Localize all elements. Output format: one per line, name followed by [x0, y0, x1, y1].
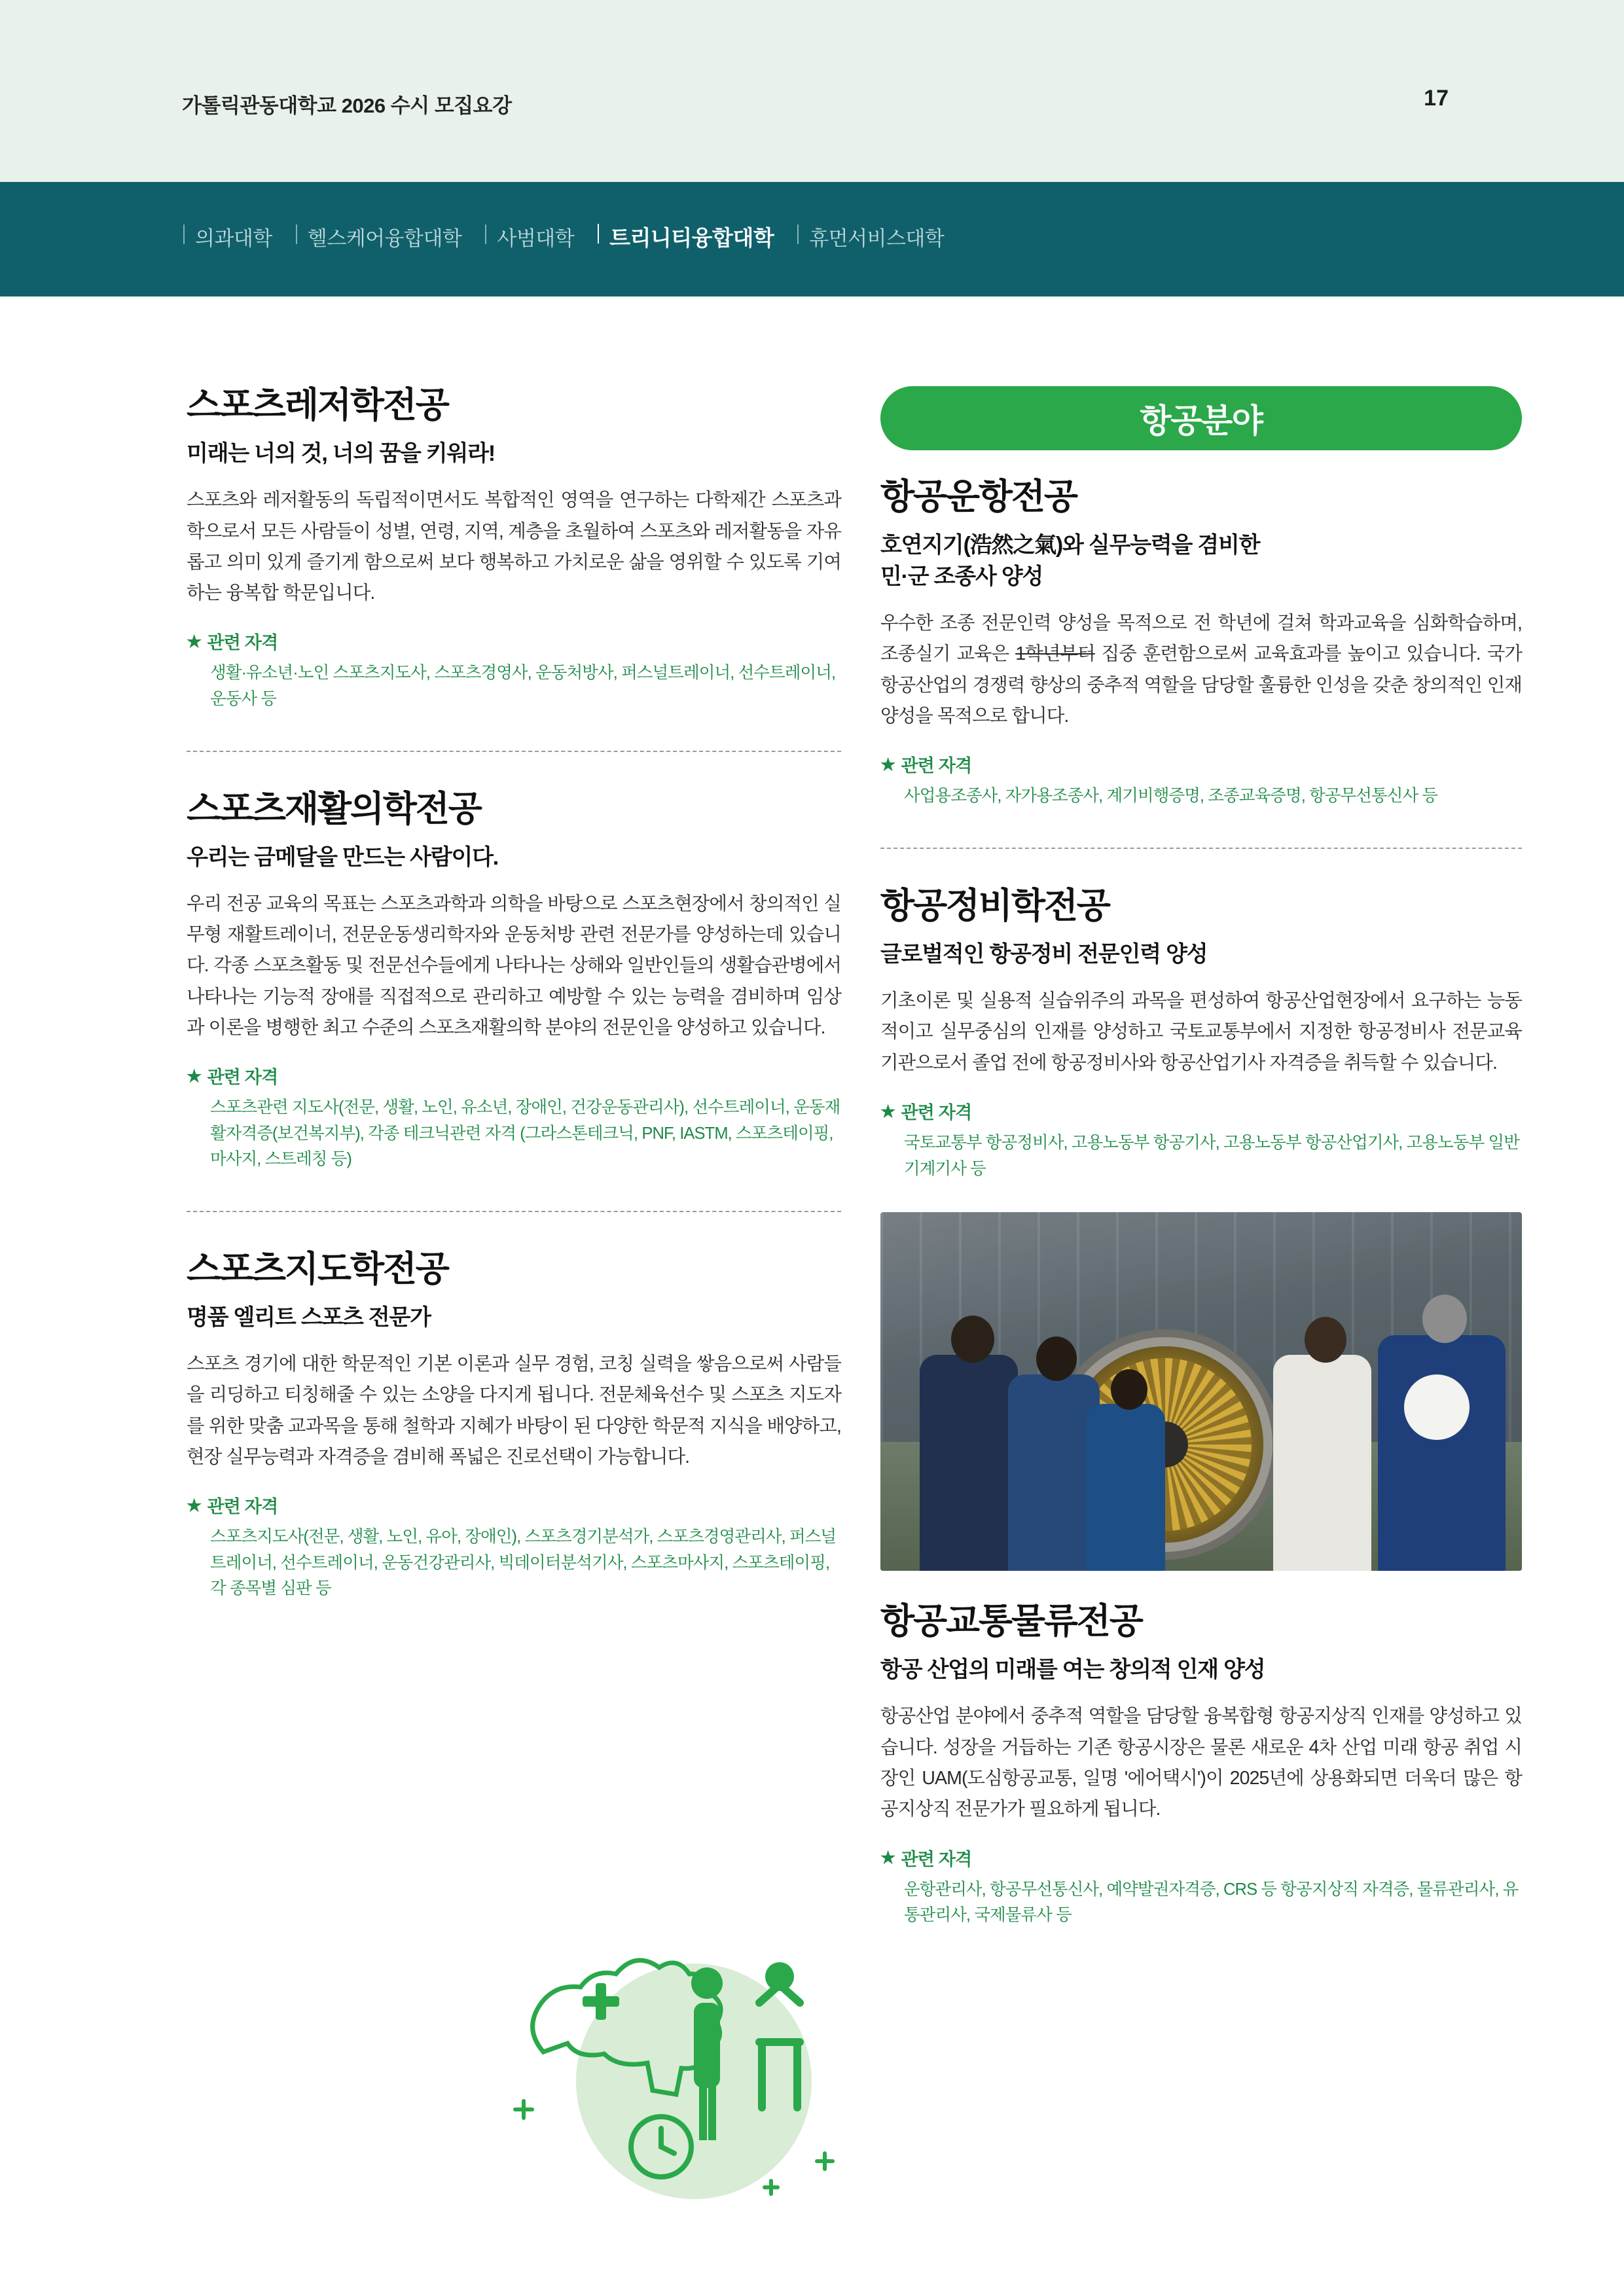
section-title: 스포츠재활의학전공 [187, 789, 481, 829]
nav-item-medical[interactable]: 의과대학 [183, 222, 296, 251]
section-body [880, 608, 1522, 732]
section-sports-rehab [187, 790, 841, 1173]
qualification-block [187, 1492, 841, 1602]
star-icon: ★ [880, 1848, 895, 1868]
section-title: 스포츠레저학전공 [187, 386, 448, 425]
nav-item-humanservice[interactable]: 휴먼서비스대학 [797, 222, 967, 251]
section-title: 항공교통물류전공 [880, 1602, 1142, 1641]
sports-illustration [497, 1885, 851, 2212]
qualification-label: 관련 자격 [901, 1849, 972, 1869]
body-part-1: 우수한 조종 전문인력 양성을 목적으로 전 학년에 걸쳐 학과교육을 심화학습하며, 조종실기 교육은 [880, 613, 1522, 665]
qualification-label: 관련 자격 [901, 756, 972, 776]
qualification-heading [880, 751, 1522, 777]
breadcrumb [183, 221, 967, 252]
qualification-heading [187, 1492, 841, 1518]
section-subtitle-line1: 글로벌적인 항공정비 전문인력 양성 [880, 942, 1208, 967]
qualification-heading [187, 1063, 841, 1088]
left-column [187, 386, 841, 1602]
category-badge-aviation: 항공분야 [880, 386, 1522, 450]
section-sports-leisure [187, 386, 841, 713]
qualification-heading [880, 1098, 1522, 1124]
section-title: 항공정비학전공 [880, 886, 1110, 925]
star-icon: ★ [880, 1101, 895, 1121]
nav-item-trinity[interactable]: 트리니티융합대학 [598, 221, 797, 252]
nav-item-healthcare[interactable]: 헬스케어융합대학 [296, 222, 486, 251]
qualification-block [880, 1845, 1522, 1929]
qualification-block [880, 1098, 1522, 1182]
qualification-list: 스포츠관련 지도사(전문, 생활, 노인, 유소년, 장애인, 건강운동관리사), 선수트레이너, 운동재활자격증(보건복지부), 각종 테크닉관련 자격 (그라스톤테크닉, PNF, IASTM, 스포츠테이핑, 마사지, 스트레칭 등) [210, 1098, 840, 1169]
qualification-block [187, 628, 841, 712]
section-title: 스포츠지도학전공 [187, 1249, 448, 1289]
qualification-heading [880, 1845, 1522, 1871]
body-strikethrough: 1학년부터 [1015, 643, 1095, 665]
page-number: 17 [1424, 86, 1449, 111]
section-aviation-flight [880, 478, 1522, 810]
section-aviation-maintenance [880, 887, 1522, 1182]
section-body: 항공산업 분야에서 중추적 역할을 담당할 융복합형 항공지상직 인재를 양성하고 있습니다. 성장을 거듭하는 기존 항공시장은 물론 새로운 4차 산업 미래 항공 취업 시장인 UAM(도심항공교통, 일명 '에어택시')이 2025년에 상용화되면 더욱더 많은 항공지상직 전문가가 필요하게 됩니다. [880, 1706, 1522, 1820]
jacket-emblem [1404, 1374, 1470, 1440]
photo-person-head [1036, 1336, 1077, 1381]
photo-person [920, 1355, 1018, 1571]
nav-item-education[interactable]: 사범대학 [485, 222, 598, 251]
section-subtitle: 우리는 금메달을 만드는 사람이다. [187, 844, 499, 870]
qualification-label: 관련 자격 [207, 1067, 278, 1088]
right-column [880, 386, 1522, 1929]
qualification-heading [187, 628, 841, 654]
section-aviation-logistics [880, 1602, 1522, 1929]
photo-person-head [1305, 1317, 1346, 1363]
qualification-block [880, 751, 1522, 810]
photo-person-head [951, 1316, 994, 1363]
section-divider [187, 1211, 841, 1212]
aviation-maintenance-photo [880, 1212, 1522, 1571]
qualification-list: 사업용조종사, 자가용조종사, 계기비행증명, 조종교육증명, 항공무선통신사 등 [904, 787, 1438, 806]
photo-person [1273, 1355, 1371, 1571]
qualification-list: 국토교통부 항공정비사, 고용노동부 항공기사, 고용노동부 항공산업기사, 고용노동부 일반기계기사 등 [904, 1134, 1519, 1178]
page-title: 가톨릭관동대학교 2026 수시 모집요강 [182, 94, 512, 117]
section-body: 기초이론 및 실용적 실습위주의 과목을 편성하여 항공산업현장에서 요구하는 능동적이고 실무중심의 인재를 양성하고 국토교통부에서 지정한 항공정비사 전문교육기관으로서 졸업 전에 항공정비사와 항공산업기사 자격증을 취득할 수 있습니다. [880, 990, 1522, 1073]
section-body: 스포츠와 레저활동의 독립적이면서도 복합적인 영역을 연구하는 다학제간 스포츠과학으로서 모든 사람들이 성별, 연령, 지역, 계층을 초월하여 스포츠와 레저활동을 자유롭고 의미 있게 즐기게 함으로써 보다 행복하고 가치로운 삶을 영위할 수 있도록 기여하는 융복합 학문입니다. [187, 490, 841, 604]
section-subtitle-line1: 항공 산업의 미래를 여는 창의적 인재 양성 [880, 1657, 1265, 1683]
body-part-2: 집중 훈련함으로써 교육효과를 높이고 있습니다. 국가 항공산업의 경쟁력 향상의 중추적 역할을 담당할 훌륭한 인성을 갖춘 창의적인 인재 양성을 목적으로 합니다. [880, 643, 1522, 727]
star-icon: ★ [187, 1066, 202, 1086]
section-body: 스포츠 경기에 대한 학문적인 기본 이론과 실무 경험, 코칭 실력을 쌓음으로써 사람들을 리딩하고 티칭해줄 수 있는 소양을 다지게 됩니다. 전문체육선수 및 스포츠 지도자를 위한 맞춤 교과목을 통해 철학과 지혜가 바탕이 된 다양한 학문적 지식을 배양하고, 현장 실무능력과 자격증을 겸비해 폭넓은 진로선택이 가능합니다. [187, 1354, 841, 1467]
qualification-label: 관련 자격 [207, 633, 278, 653]
qualification-list: 운항관리사, 항공무선통신사, 예약발권자격증, CRS 등 항공지상직 자격증, 물류관리사, 유통관리사, 국제물류사 등 [904, 1880, 1519, 1925]
section-title: 항공운항전공 [880, 477, 1077, 516]
photo-person [1008, 1374, 1100, 1571]
photo-person-head [1422, 1295, 1467, 1343]
photo-person-head [1111, 1369, 1147, 1410]
section-body: 우리 전공 교육의 목표는 스포츠과학과 의학을 바탕으로 스포츠현장에서 창의적인 실무형 재활트레이너, 전문운동생리학자와 운동처방 관련 전문가를 양성하는데 있습니다. 각종 스포츠활동 및 전문선수들에게 나타나는 상해와 일반인들의 생활습관병에서 나타나는 기능적 장애를 직접적으로 관리하고 예방할 수 있는 능력을 겸비하며 임상과 이론을 병행한 최고 수준의 스포츠재활의학 분야의 전문인을 양성하고 있습니다. [187, 893, 841, 1038]
qualification-label: 관련 자격 [207, 1497, 278, 1517]
star-icon: ★ [187, 1495, 202, 1515]
section-subtitle: 미래는 너의 것, 너의 꿈을 키워라! [187, 441, 495, 467]
photo-person [1087, 1404, 1165, 1571]
section-subtitle-line1: 호연지기(浩然之氣)와 실무능력을 겸비한 [880, 533, 1260, 558]
qualification-label: 관련 자격 [901, 1103, 972, 1123]
section-sports-coaching [187, 1250, 841, 1602]
section-divider [187, 751, 841, 752]
qualification-block [187, 1063, 841, 1173]
qualification-list: 스포츠지도사(전문, 생활, 노인, 유아, 장애인), 스포츠경기분석가, 스포츠경영관리사, 퍼스널트레이너, 선수트레이너, 운동건강관리사, 빅데이터분석기사, 스포츠마사지, 스포츠테이핑, 각 종목별 심판 등 [210, 1528, 837, 1598]
section-divider [880, 848, 1522, 849]
qualification-list: 생활·유소년·노인 스포츠지도사, 스포츠경영사, 운동처방사, 퍼스널트레이너, 선수트레이너, 운동사 등 [210, 664, 836, 708]
star-icon: ★ [187, 631, 202, 651]
section-subtitle-line2: 민·군 조종사 양성 [880, 564, 1043, 590]
star-icon: ★ [880, 754, 895, 774]
section-subtitle: 명품 엘리트 스포츠 전문가 [187, 1305, 431, 1331]
photo-person [1378, 1335, 1506, 1571]
